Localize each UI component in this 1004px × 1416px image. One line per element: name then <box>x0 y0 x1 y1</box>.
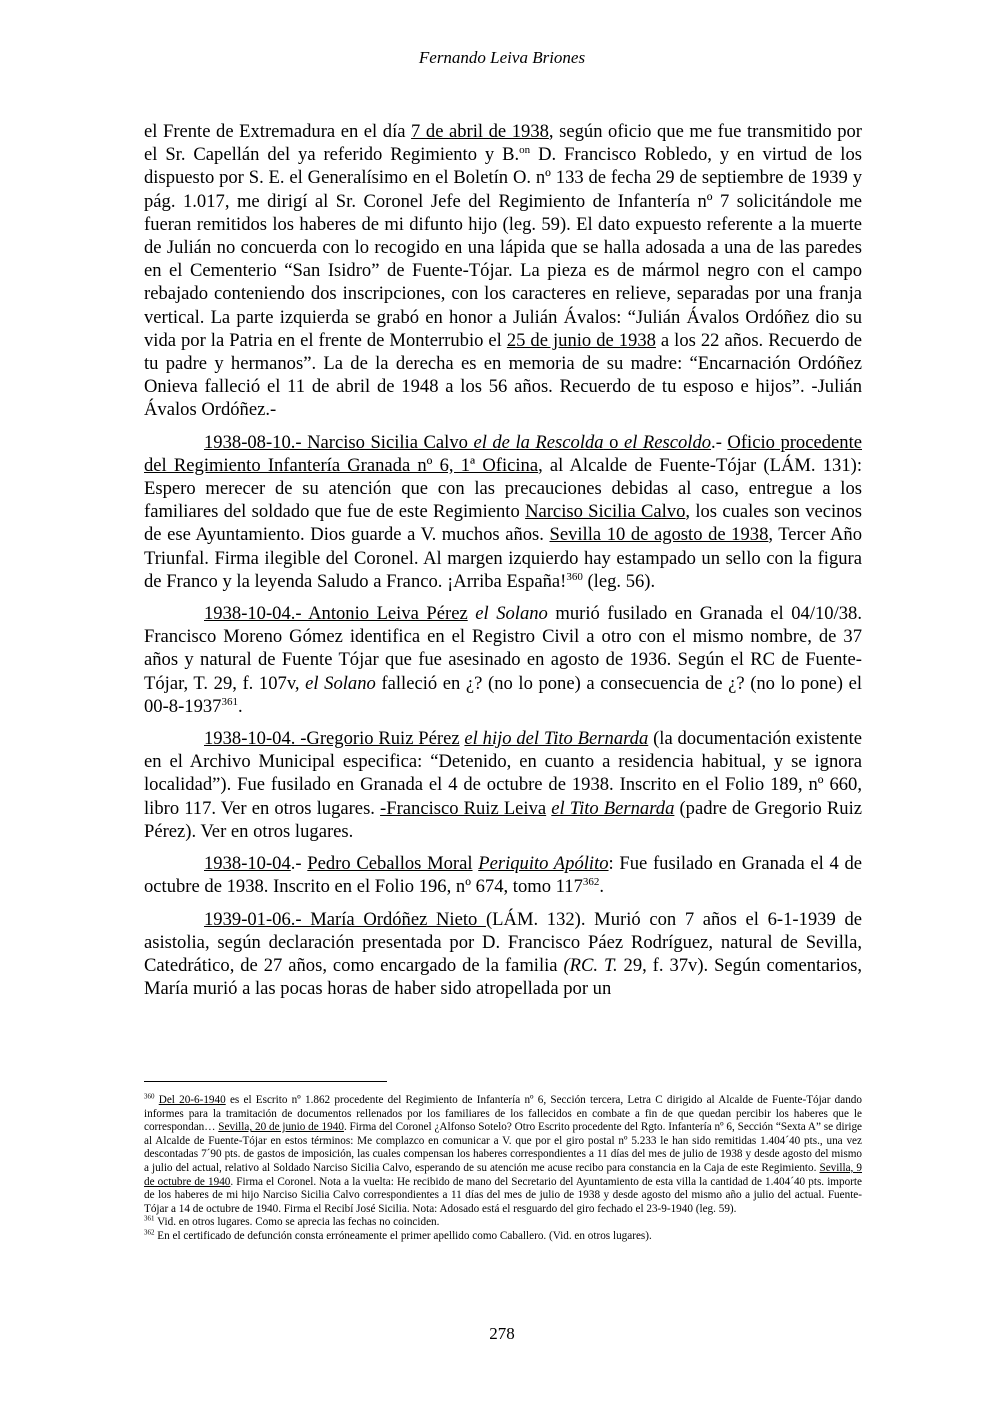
text-run: falleció en ¿? (no lo pone) a consecuencia de ¿? (no lo pone) el 00-8-1937 <box>144 672 862 717</box>
entry-heading: 1938-08-10.- Narciso Sicilia Calvo <box>204 431 474 453</box>
text-run: o <box>603 431 624 453</box>
entry-1938-10-04-pedro <box>144 852 862 898</box>
entry-1938-08-10 <box>144 431 862 593</box>
underlined-name: -Francisco Ruiz Leiva <box>380 797 547 819</box>
text-run: .- <box>290 853 308 875</box>
text-run: a los 22 años. Recuerdo de tu padre y hermanos”. La de la derecha es en memoria de su madre: “Encarnación Ordóñez Onieva falleció el 11 de abril de 1948 a los 56 años. Recuerdo de tu esposo e hijos”. -Julián Ávalos Ordóñez.- <box>144 329 862 421</box>
entry-1939-01-06 <box>144 908 862 1001</box>
entry-heading: 1938-10-04. -Gregorio Ruiz Pérez <box>204 728 460 750</box>
footnote-number: 361 <box>144 1214 155 1223</box>
footnote-ref-361[interactable]: 361 <box>221 695 238 708</box>
nickname: Periquito Apólito <box>478 853 609 875</box>
underlined-date: Del 20-6-1940 <box>158 1094 226 1106</box>
text-run: , según oficio que me fue transmitido por el Sr. Capellán del ya referido Regimiento y B. <box>144 121 862 166</box>
footnote-361 <box>144 1216 862 1230</box>
underlined-source: Oficio procedente del Regimiento Infantería Granada nº 6, 1ª Oficina <box>144 431 862 476</box>
text-run: el Frente de Extremadura en el día <box>144 121 412 142</box>
underlined-name: Pedro Ceballos Moral <box>307 853 473 875</box>
footnote-number: 360 <box>144 1092 155 1101</box>
footnotes <box>144 1094 862 1244</box>
text-run: (LÁM. 132). Murió con 7 años el 6-1-1939 de asistolia, según declaración presentada por D. Francisco Páez Rodríguez, natural de Sevilla, Catedrático, de 27 años, como encargado de la familia <box>144 908 862 976</box>
footnote-ref-360[interactable]: 360 <box>566 570 583 583</box>
underlined-date: 25 de junio de 1938 <box>506 329 656 351</box>
underlined-date: 7 de abril de 1938 <box>411 121 549 142</box>
text-run: (la documentación existente en el Archivo Municipal especifica: “Detenido, en cuanto a residencia habitual, y se ignora localidad”). Fue fusilado en Granada el 4 de octubre de 1938. Inscrito en el Folio 189, nº 660, libro 117. Ver en otros lugares. <box>144 728 862 819</box>
text-run: . Firma el Coronel. Nota a la vuelta: He recibido de mano del Secretario del Ayuntamiento de esta villa la cantidad de 1.404´40 pts. importe de los haberes de mi hijo Narciso Sicilia Calvo correspondientes a 11 días del mes de julio de 1938 y desde agosto del mismo año a julio del actual. Fuente-Tójar a 14 de octubre de 1940. Firma el Recibí José Sicilia. Nota: Adosado está el resguardo del giro fechado el 23-9-1940 (leg. 59). <box>144 1175 863 1215</box>
entry-1938-10-04-antonio <box>144 602 862 718</box>
text-run: D. Francisco Robledo, y en virtud de los dispuesto por S. E. el Generalísimo en el Boletín O. nº 133 de fecha 29 de septiembre de 1939 y pág. 1.017, me dirigí al Sr. Coronel Jefe del Regimiento de Infantería nº 7 solicitándole me fueran remitidos los haberes de mi difunto hijo (leg. 59). El dato expuesto referente a la muerte de Julián no concuerda con lo recogido en una lápida que se halla adosada a una de las paredes en el Cementerio “San Isidro” de Fuente-Tójar. La pieza es de mármol negro con el campo rebajado conteniendo dos inscripciones, con los caracteres en relieve, separadas por una franja vertical. La parte izquierda se grabó en honor a Julián Ávalos: “Julián Ávalos Ordóñez dio su vida por la Patria en el frente de Monterrubio el <box>144 144 862 351</box>
running-header: Fernando Leiva Briones <box>418 48 586 67</box>
entry-date: 1938-10-04 <box>204 853 291 875</box>
superscript: on <box>519 144 531 157</box>
nickname: el Tito Bernarda <box>551 797 675 819</box>
entry-heading: 1938-10-04.- Antonio Leiva Pérez <box>204 603 468 625</box>
nickname: el Rescoldo <box>623 431 712 453</box>
footnote-separator <box>144 1081 387 1082</box>
text-run: es el Escrito nº 1.862 procedente del Regimiento de Infantería nº 6, Sección tercera, Letra C dirigido al Alcalde de Fuente-Tójar dando informes para la tramitación de documentos rellenados por los familiares de los fallecidos en combate a fin de que quedan percibir los haberes que le correspondan… <box>144 1094 862 1134</box>
text-run: .- <box>711 431 728 453</box>
text-run: . <box>237 695 243 717</box>
underlined-date: Sevilla, 20 de junio de 1940 <box>218 1121 344 1134</box>
footnote-362 <box>144 1230 862 1244</box>
underlined-date: Sevilla, 9 de octubre de 1940 <box>144 1161 862 1188</box>
text-run: (RC. T. <box>563 954 618 976</box>
paragraph-1 <box>144 120 862 422</box>
text-run: . <box>599 876 605 898</box>
text-run: , Tercer Año Triunfal. Firma ilegible del Coronel. Al margen izquierdo hay estampado un sello con la figura de Franco y la leyenda Saludo a Franco. ¡Arriba España! <box>144 524 863 592</box>
text-run: murió fusilado en Granada el 04/10/38. Francisco Moreno Gómez identifica en el Registro Civil a otro con el mismo nombre, de 37 años y natural de Fuente Tójar que fue asesinado en agosto de 1936. Según el RC de Fuente-Tójar, T. 29, f. 107v, <box>144 603 862 694</box>
body-text <box>144 120 862 1009</box>
text-run: (leg. 56). <box>582 570 656 592</box>
entry-heading: 1939-01-06.- María Ordóñez Nieto <box>204 908 486 930</box>
text-run: , los cuales son vecinos de ese Ayuntamiento. Dios guarde a V. muchos años. <box>144 501 863 546</box>
entry-1938-10-04-gregorio <box>144 727 862 843</box>
nickname: el Solano <box>305 672 376 694</box>
footnote-number: 362 <box>144 1228 155 1237</box>
text-run: (padre de Gregorio Ruiz Pérez). Ver en otros lugares. <box>144 797 862 842</box>
text-run: Vid. en otros lugares. Como se aprecia las fechas no coinciden. <box>154 1216 440 1229</box>
footnote-ref-362[interactable]: 362 <box>582 876 600 889</box>
text-run: : Fue fusilado en Granada el 4 de octubre de 1938. Inscrito en el Folio 196, nº 674, tomo 117 <box>144 853 863 898</box>
underlined-name: Narciso Sicilia Calvo <box>525 501 686 523</box>
text-run: 29, f. 37v). Según comentarios, María murió a las pocas horas de haber sido atropellada por un <box>144 954 863 1000</box>
text-run: . Firma del Coronel ¿Alfonso Sotelo? Otro Escrito procedente del Rgto. Infantería nº 6, Sección “Sexta A” se dirige al Alcalde de Fuente-Tójar en estos términos: Me complazco en comunicar a V. que por el giro postal nº 5.233 le han sido remitidas 1.404´40 pts., una vez descontadas 7´90 pts. de gastos de imposición, las cuales compensan los haberes correspondientes a 11 días del mes de julio de 1938 y desde agosto del mismo a julio del actual, relativo al Soldado Narciso Sicilia Calvo, esperando de su atención me acuse recibo para constancia en la Caja de este Regimiento. <box>144 1121 862 1174</box>
text-run: En el certificado de defunción consta erróneamente el primer apellido como Caballero. (Vid. en otros lugares). <box>154 1229 652 1242</box>
nickname: el Solano <box>475 603 548 625</box>
nickname: el hijo del Tito Bernarda <box>464 728 649 750</box>
footnote-360 <box>144 1094 862 1216</box>
page-number: 278 <box>489 1324 515 1343</box>
nickname: el de la Rescolda <box>473 431 604 453</box>
text-run: , al Alcalde de Fuente-Tójar (LÁM. 131): Espero merecer de su atención que con las precauciones debidas al caso, entregue a los familiares del soldado que fue de este Regimiento <box>144 454 862 523</box>
underlined-date: Sevilla 10 de agosto de 1938 <box>549 524 769 546</box>
